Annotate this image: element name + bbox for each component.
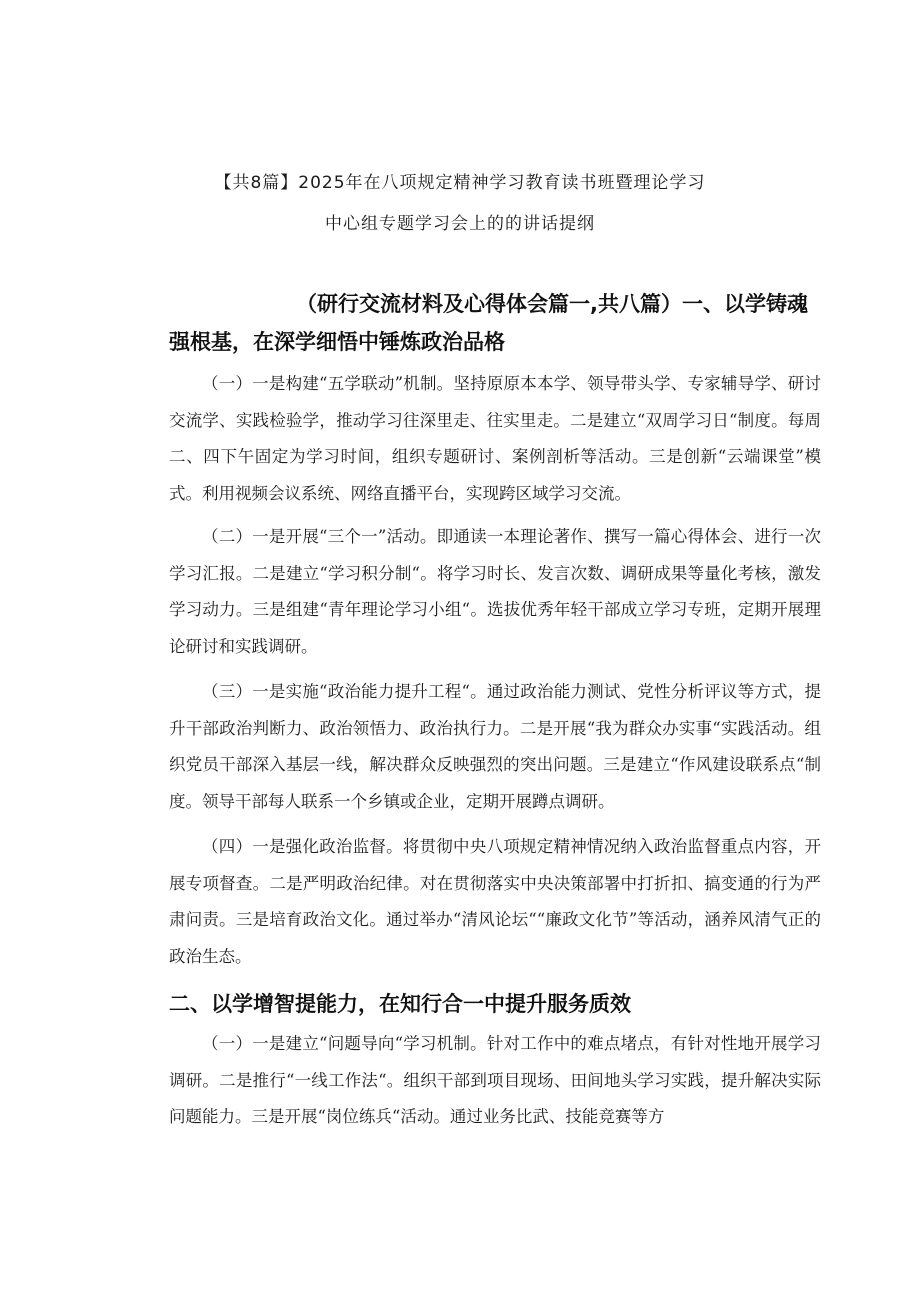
section-1-paragraph-1: （一）一是构建“五学联动”机制。坚持原原本本学、领导带头学、专家辅导学、研讨交流学、实践检验学，推动学习往深里走、往实里走。二是建立“双周学习日“制度。每周二、四下午固定为学习时间，组织专题研讨、案例剖析等活动。三是创新“云端课堂”模式。利用视频会议系统、网络直播平台，实现跨区域学习交流。 <box>169 374 821 503</box>
section-1-heading-line-1: （研行交流材料及心得体会篇一,共八篇）一、以学铸魂 <box>296 292 808 316</box>
section-2-heading: 二、以学增智提能力，在知行合一中提升服务质效 <box>169 992 631 1016</box>
section-1-heading-line-2: 强根基，在深学细悟中锤炼政治品格 <box>169 330 505 354</box>
document-title-line-1: 【共8篇】2025年在八项规定精神学习教育读书班暨理论学习 <box>214 173 706 193</box>
document-title-line-2: 中心组专题学习会上的的讲话提纲 <box>325 214 595 234</box>
section-1-paragraph-4: （四）一是强化政治监督。将贯彻中央八项规定精神情况纳入政治监督重点内容，开展专项督查。二是严明政治纪律。对在贯彻落实中央决策部署中打折扣、搞变通的行为严肃问责。三是培育政治文化。通过举办“清风论坛““廉政文化节”等活动，涵养风清气正的政治生态。 <box>169 837 821 966</box>
section-1-paragraph-3: （三）一是实施“政治能力提升工程“。通过政治能力测试、党性分析评议等方式，提升干部政治判断力、政治领悟力、政治执行力。二是开展“我为群众办实事“实践活动。组织党员干部深入基层一线，解决群众反映强烈的突出问题。三是建立“作风建设联系点“制度。领导干部每人联系一个乡镇或企业，定期开展蹲点调研。 <box>169 682 821 811</box>
section-2-paragraph-1: （一）一是建立“问题导向“学习机制。针对工作中的难点堵点，有针对性地开展学习调研。二是推行“一线工作法“。组织干部到项目现场、田间地头学习实践，提升解决实际问题能力。三是开展“岗位练兵“活动。通过业务比武、技能竞赛等方 <box>169 1034 821 1126</box>
section-1-paragraph-2: （二）一是开展“三个一”活动。即通读一本理论著作、撰写一篇心得体会、进行一次学习汇报。二是建立“学习积分制“。将学习时长、发言次数、调研成果等量化考核，激发学习动力。三是组建“青年理论学习小组“。选拔优秀年轻干部成立学习专班，定期开展理论研讨和实践调研。 <box>169 527 821 656</box>
